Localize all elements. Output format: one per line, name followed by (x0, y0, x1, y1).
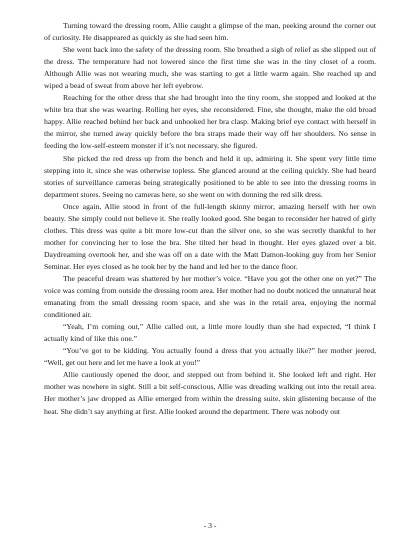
body-text (44, 20, 376, 418)
page-number: - 3 - (203, 521, 217, 530)
paragraph-7: “Yeah, I’m coming out,” Allie called out, a little more loudly than she had expected, “I think I actually kind of like this one.” (44, 322, 376, 344)
paragraph-6: The peaceful dream was shattered by her mother’s voice. “Have you got the other one on yet?” The voice was coming from outside the dressing room area. Her mother had no doubt noticed the unnatural heat emanating from the small dressing room space, and she was in the retail area, enjoying the normal conditioned air. (44, 273, 376, 320)
paragraph-8: “You’ve got to be kidding. You actually found a dress that you actually like?” her mother jeered, “Well, get out here and let me have a look at you!” (44, 346, 376, 368)
paragraph-4: She picked the red dress up from the bench and held it up, admiring it. She spent very little time stepping into it, since she was otherwise topless. She glanced around at the ceiling quickly. She had heard stories of surveillance cameras being strategically positioned to be able to see into the dressing rooms in department stores. Seeing no cameras here, so she went on with donning the red silk dress. (44, 153, 376, 199)
paragraph-2: She went back into the safety of the dressing room. She breathed a sigh of relief as she slipped out of the dress. The temperature had not lowered since the first time she was in the tiny closet of a room. Although Allie was not wearing much, she was starting to get a little warm again. She reached up and wiped a bead of sweat from above her left eyebrow. (44, 45, 376, 91)
paragraph-3: Reaching for the other dress that she had brought into the tiny room, she stopped and looked at the white bra that she was wearing. Rolling her eyes, she reconsidered. Fine, she thought, make the old broad happy. Allie reached behind her back and unhooked her bra clasp. Making brief eye contact with herself in the mirror, she turned away quickly before the bra straps made their way off her shoulders. No sense in feeding the low-self-esteem monster if it’s not necessary, she figured. (44, 93, 376, 151)
paragraph-5: Once again, Allie stood in front of the full-length skinny mirror, amazing herself with her own beauty. She simply could not believe it. She really looked good. She began to reconsider her hatred of girly clothes. This dress was quite a bit more low-cut than the silver one, so she was secretly thankful to her mother for convincing her to lose the bra. She tilted her head in thought. Her eyes glazed over a bit. Daydreaming overtook her, and she was off on a date with the Matt Damon-looking guy from her Senior Seminar. Her eyes closed as he took her by the hand and led her to the dance floor. (44, 201, 376, 271)
paragraph-1: Turning toward the dressing room, Allie caught a glimpse of the man, peeking around the corner out of curiosity. He disappeared as quickly as she had seen him. (44, 21, 376, 43)
paragraph-9: Allie cautiously opened the door, and stepped out from behind it. She looked left and right. Her mother was nowhere in sight. Still a bit self-conscious, Allie was dreading walking out into the retail area. Her mother’s jaw dropped as Allie emerged from within the dressing suite, skin glistening because of the heat. She didn’t say anything at first. Allie looked around the department. There was nobody out (44, 370, 376, 416)
